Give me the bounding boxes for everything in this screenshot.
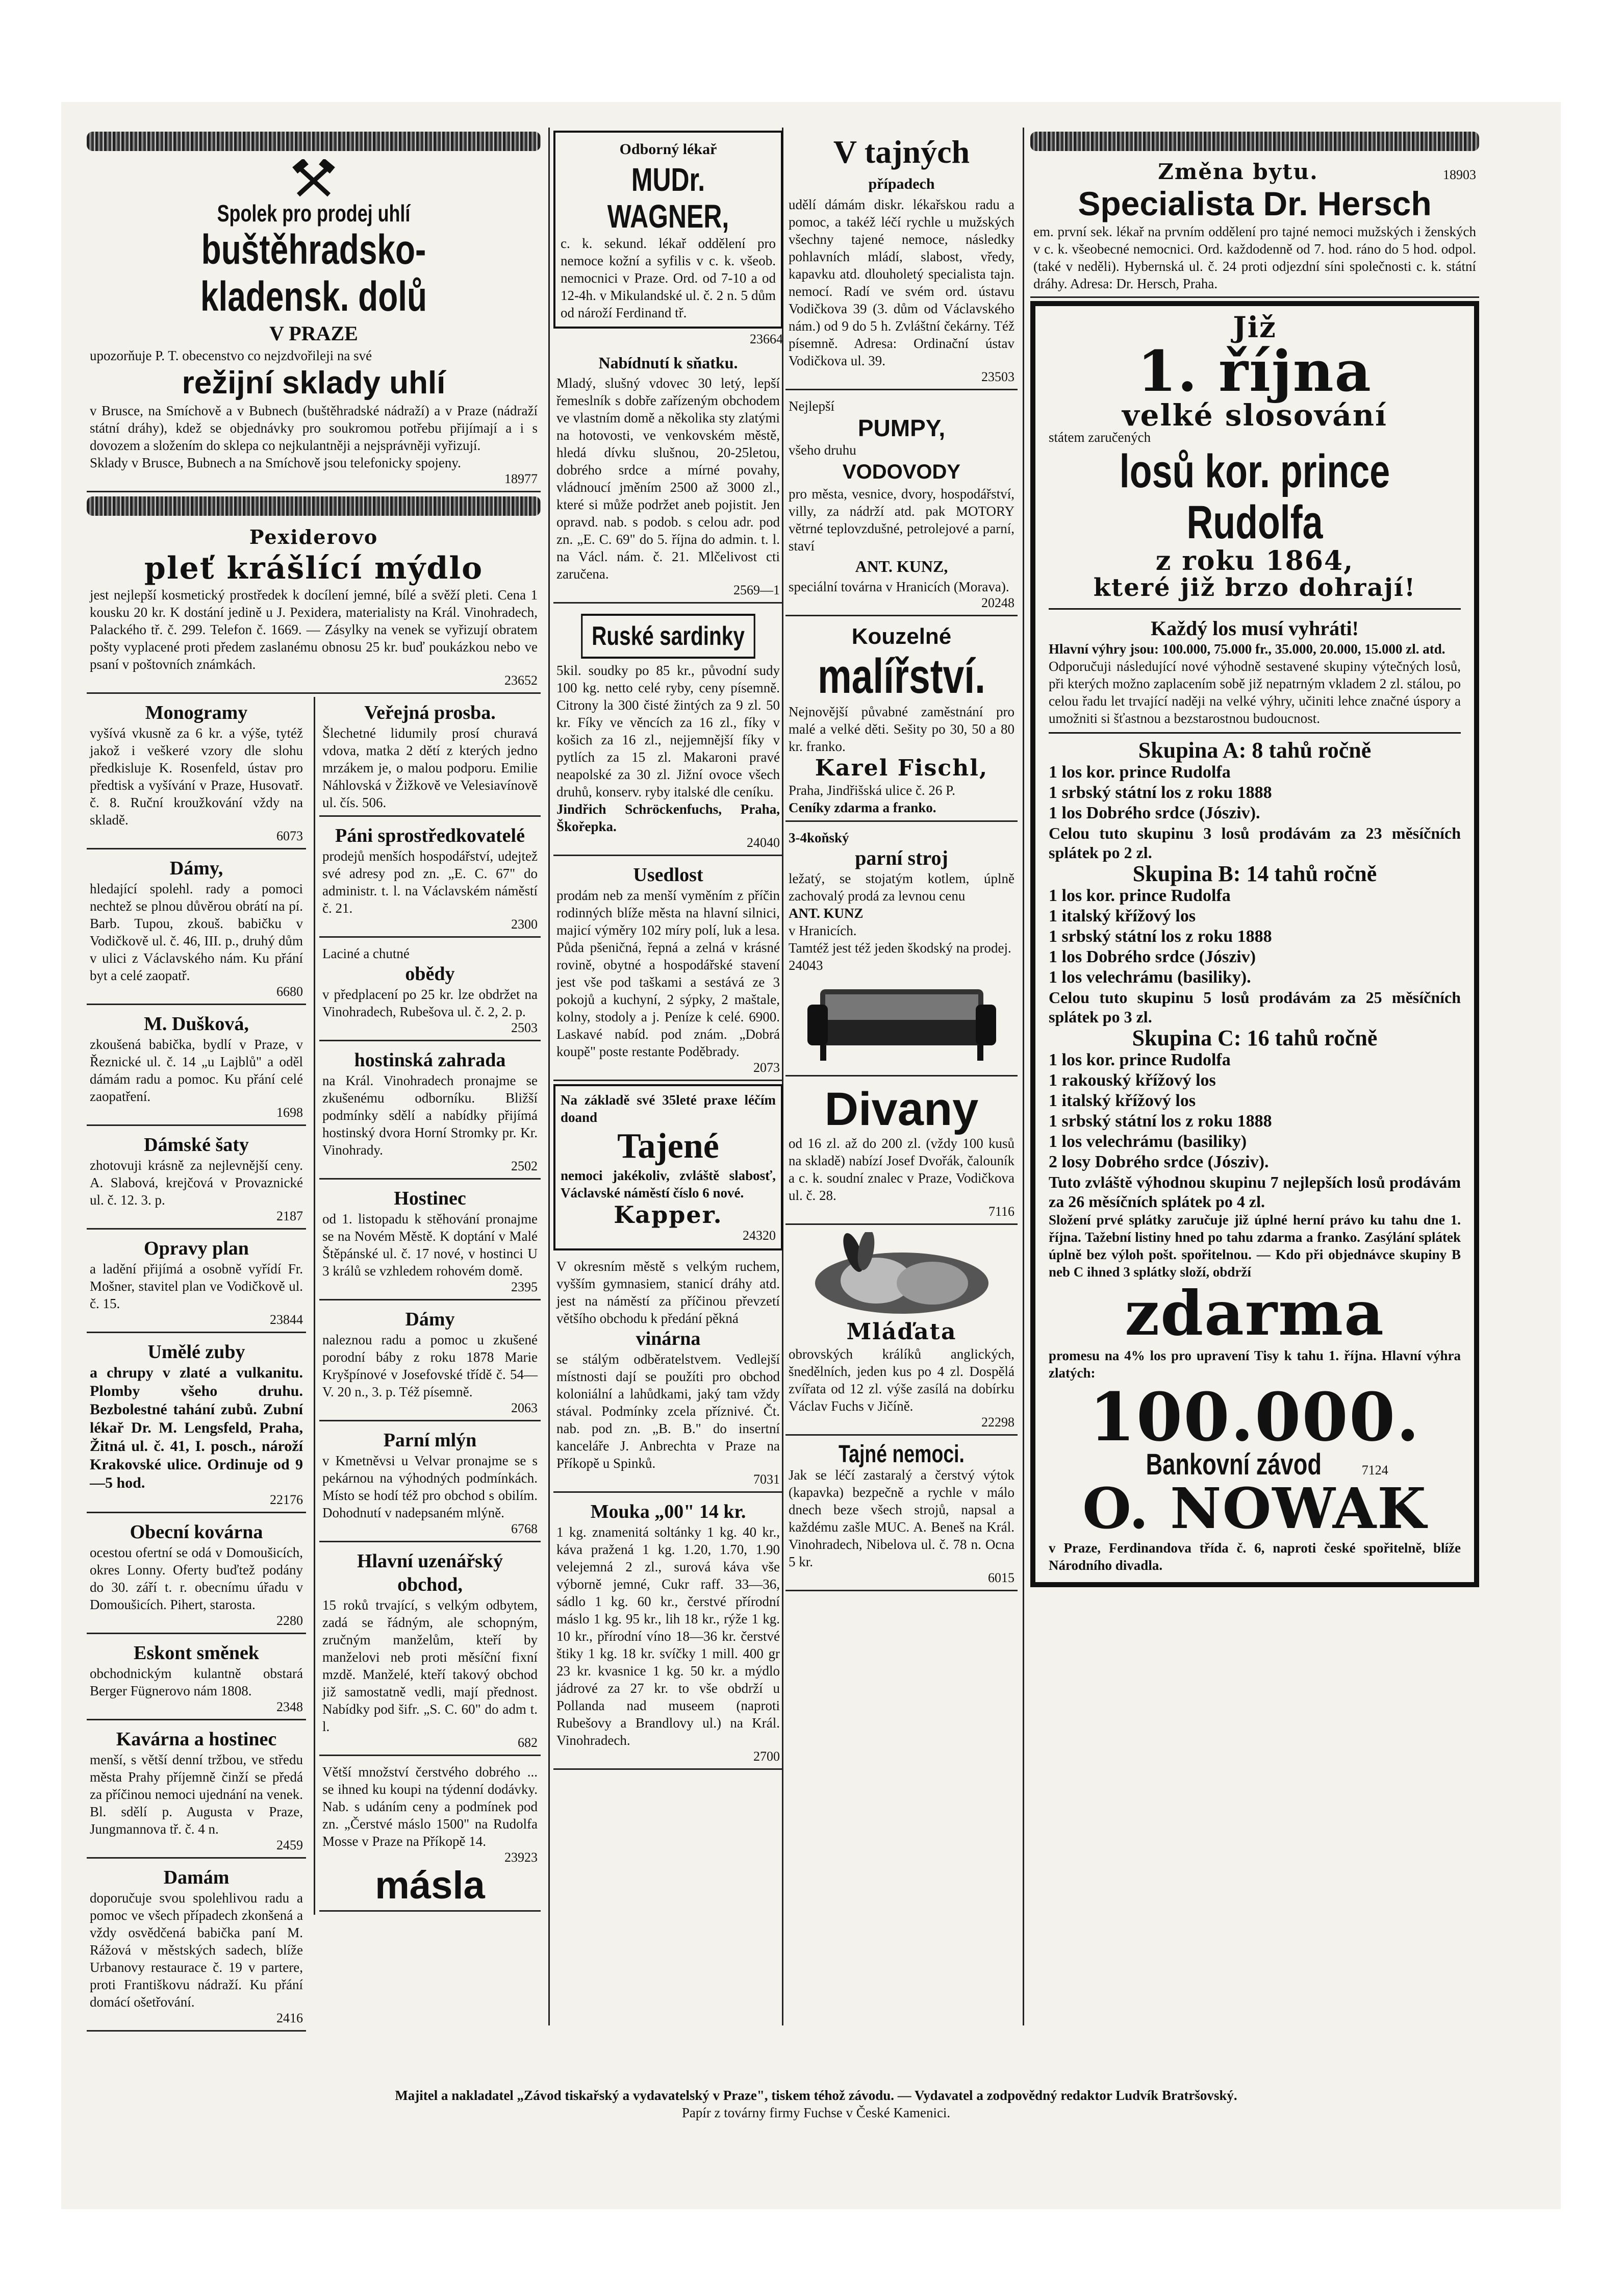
lot-item: 1 srbský státní los z roku 1888 [1049, 783, 1272, 802]
small-ad [319, 697, 541, 817]
lot-item: 1 srbský státní los z roku 1888 [1049, 1112, 1272, 1131]
ad-text: naleznou radu a pomoc u zkušené porodní báby z roku 1878 Marie Kryšpínové v Josefovské třídě č. 54—V. 20 n., 3. p. Též písemně. [322, 1332, 538, 1399]
ad-text: 5kil. soudky po 85 kr., původní sudy 100 kg. netto celé ryby, ceny písemně. Citrony la 300 čisté žintých za 9 zl. 50 kr. Fíky ve věncích za 16 zl., fíky v košich za 16 zl., nejjemnější fíky v pytlích za 15 zl. Makaroni pravé neapolské za 30 zl. Jižní ovoce všech druhů, konserv. ryby italské dle ceníku. [556, 663, 780, 799]
ad-mouka [553, 1496, 783, 1770]
ad-title: Damám [163, 1867, 230, 1888]
ad-title: Kapper. [614, 1201, 723, 1229]
ad-mladata [785, 1228, 1018, 1436]
ad-number: 1698 [276, 1105, 303, 1120]
ad-divany [785, 1080, 1018, 1225]
ad-number: 23844 [270, 1312, 303, 1327]
ad-text: Ceníky zdarma a franko. [789, 800, 936, 815]
ad-wagner [553, 131, 783, 329]
ad-text: em. první sek. lékař na prvním oddělení pro tajné nemoci mužských i ženských v c. k. všeobecné nemocnici. Ord. každodenně od 7. hod. ráno do 5 hod. odpol. (také v neděli). Hybernská ul. č. 24 proti odjezdní síni společnosti c. k. státní dráhy. Adresa: Dr. Hersch, Praha. [1033, 224, 1476, 291]
lot-item: 1 los Dobrého srdce (Jósziv). [1049, 804, 1260, 822]
ad-text: udělí dámám diskr. lékařskou radu a pomoc, a takéž léčí rychle u mužských všechny tajené nemoce, následky pohlavních mládí, slabost, vředy, kapavku atd. dlouholetý specialista tajn. nemocí. Radí ve svém ord. ústavu Vodičkova 39 (3. dům od Václavského nám.) od 9 do 5 h. Zvláštní čekárny. Též písemně. Adresa: Ordinační ústav Vodičkova ul. 39. [789, 197, 1014, 368]
small-ad [319, 1545, 541, 1756]
footer-paper: Papír z továrny firmy Fuchse v České Kamenici. [681, 2105, 951, 2120]
ad-number: 23652 [504, 673, 538, 688]
ad-text: Nejlepší [789, 398, 834, 414]
small-ad [319, 1183, 541, 1300]
ad-text: Jindřich Schröckenfuchs, Praha, Škořepka. [556, 802, 780, 834]
lot-item: 2 losy Dobrého srdce (Jósziv). [1049, 1153, 1269, 1171]
lot-item: 1 rakouský křížový los [1049, 1071, 1216, 1090]
ad-text: státem zaručených [1049, 430, 1151, 445]
footer-imprint: Majitel a nakladatel „Závod tiskařský a vydavatelský v Praze", tiskem téhož závodu. — Vydavatel a zodpovědný redaktor Ludvík Bratršovský. [395, 2088, 1237, 2103]
lot-group-note: Celou tuto skupinu 5 losů prodávám za 25 měsíčních splátek po 3 zl. [1049, 988, 1461, 1026]
ad-number: 6073 [276, 829, 303, 843]
ad-title: Dámy [405, 1309, 455, 1330]
lot-item: 1 italský křížový los [1049, 1091, 1196, 1110]
ad-number: 2502 [511, 1159, 538, 1173]
ad-number: 2280 [276, 1613, 303, 1628]
ad-headline: O. NOWAK [1082, 1475, 1427, 1541]
ad-text: jest nejlepší kosmetický prostředek k docílení jemné, bílé a svěží pleti. Cena 1 kousku 20 kr. K dostání jedině u J. Pexidera, materialisty na Král. Vinohradech, Palackého tř. č. 299. Telefon č. 1669. — Zásylky na venek se vyřizují obratem pošty vyplacené proti předem zaslanému obnosu 25 kr. buď poukázkou nebo ve psaní v poštovních známkách. [90, 587, 538, 672]
ad-title: Již [1233, 311, 1277, 344]
column-rule [548, 128, 550, 2025]
prize-amount: 100.000. [1089, 1378, 1420, 1456]
rabbit-illustration [805, 1232, 999, 1319]
ad-text: v Praze, Ferdinandova třída č. 6, naproti české spořitelně, blíže Národního divadla. [1049, 1540, 1461, 1573]
ad-number: 24320 [743, 1228, 776, 1243]
ad-headline: pleť krášlící mýdlo [144, 550, 484, 586]
ad-title: parní stroj [855, 846, 948, 869]
ad-usedlost [553, 859, 783, 1081]
ad-text: obchodnickým kulantně obstará Berger Fügnerovo nám 1808. [90, 1666, 303, 1698]
ad-number: 23923 [504, 1850, 538, 1865]
ad-title: Karel Fischl, [815, 755, 988, 781]
ad-title: Obecní kovárna [130, 1521, 263, 1543]
column-2 [553, 128, 783, 1773]
small-ad [87, 1637, 306, 1720]
ad-number: 6768 [511, 1521, 538, 1536]
ad-text: zkoušená babička, bydlí v Praze, v Řeznické ul. č. 14 „u Lajblů" a oděl dámám radu a pomoc. Ku přání celé zaopatření. [90, 1037, 303, 1104]
ad-number: 2459 [276, 1838, 303, 1853]
ad-headline: režijní sklady uhlí [182, 365, 446, 400]
ad-text: od 16 zl. až do 200 zl. (vždy 100 kusů na skladě) nabízí Josef Dvořák, čalouník a c. k. soudní znalec v Praze, Vodičkova ul. č. 28. [789, 1136, 1014, 1203]
ad-text: Praha, Jindřišská ulice č. 26 P. [789, 783, 955, 798]
ad-number: 24040 [747, 835, 780, 850]
small-ad [319, 1044, 541, 1180]
ad-title: Mouka „00" 14 kr. [590, 1501, 746, 1522]
lot-item: 1 los kor. prince Rudolfa [1049, 1050, 1231, 1069]
ad-number: 22298 [981, 1415, 1014, 1430]
ad-headline: V tajných [833, 134, 970, 170]
ad-text: Na základě své 35leté praxe léčím doand [561, 1092, 776, 1125]
column-1-small-ads [87, 697, 306, 2035]
small-ad [87, 1723, 306, 1859]
ad-text: všeho druhu [789, 442, 856, 458]
lot-item: 1 los velechrámu (basiliky). [1049, 968, 1251, 987]
ad-text: pro města, vesnice, dvory, hospodářství, villy, za nádrží atd. pak MOTORY větrné teplovzdušné, petrolejové a parní, staví [789, 486, 1014, 554]
ad-text: od 1. listopadu k stěhování pronajme se na Novém Městě. K doptání v Malé Štěpánské ul. č. 17 nové, v hostinci U 3 králů se vzhledem rohovém domě. [322, 1211, 538, 1279]
small-ad [87, 697, 306, 849]
ad-number: 2300 [511, 917, 538, 932]
ad-number: 22176 [270, 1492, 303, 1507]
lot-item: 1 italský křížový los [1049, 907, 1196, 925]
ad-title: Mláďata [846, 1319, 957, 1345]
small-ad [87, 1862, 306, 2032]
ad-number: 20248 [981, 595, 1014, 610]
ad-text: Složení prvé splátky zaručuje již úplné herní právo ku tahu dne 1. října. Tažební listiny hned po tahu zdarma a franko. Zasýlání splátek úplně bez výloh pošt. spořitelnou. — Kdo při objednávce skupiny B neb C ihned 3 splátky složí, obdrží [1049, 1212, 1461, 1280]
ad-headline: Ruské sardinky [581, 614, 755, 659]
ad-number: 2348 [276, 1699, 303, 1714]
ad-spolek [87, 155, 541, 492]
ad-text: 1 kg. znamenitá soltánky 1 kg. 40 kr., káva pražená 1 kg. 1.20, 1.70, 1.90 velejemná 2 zl., surová káva vše výborně jemné, Cukr raff. 33—36, sádlo 1 kg. 60 kr., čerstvé přírodní máslo 1 kg. 95 kr., lih 18 kr., rýže 1 kg. 10 kr., přírodní víno 18—36 kr. čerstvé štiky 1 kg. 18 kr. svíčky 1 mill. 400 gr 23 kr. kvasnice 1 kg. 50 kr. a mýdlo jádrové za 27 kr. to vše obdrží u Pollanda nad museem (naproti Rubešovy a Brandlovy ul.) na Král. Vinohradech. [556, 1524, 780, 1748]
ad-text: Šlechetné lidumily prosí churavá vdova, matka 2 dětí z kterých jedno mrzákem je, o malou podporu. Emilie Náhlovská v Žižkově ve Velesiavínově ul. čís. 506. [322, 725, 538, 810]
small-ad [87, 1129, 306, 1230]
ad-number: 2063 [511, 1400, 538, 1415]
ad-title: M. Dušková, [144, 1013, 249, 1035]
ad-title: Páni sprostředkovatelé [335, 825, 525, 846]
ad-nowak [1030, 301, 1479, 1587]
ad-text: Mladý, slušný vdovec 30 letý, lepší řemeslník s dobře zařízeným obchodem ve vlastním domě a několika sty zlatými na hotovosti, ve venkovském městě, hledá dívku slušnou, 20-25letou, dobrého srdce a mírné povahy, vládnoucí jměním 2500 až 3000 zl., které si může podržet aneb pojistit. Jen opravd. nab. s podob. s celou adr. pod zn. „E. C. 69" do 5. října do admin. t. l. na Václ. nám. č. 21. Mlčelivost cti zaručena. [556, 376, 780, 582]
ad-number: 7031 [753, 1472, 780, 1487]
lot-item: 1 los kor. prince Rudolfa [1049, 763, 1231, 782]
ad-text: 15 roků trvající, s velkým odbytem, zadá se řádným, ale schopným, zručným manželům, kteří by manželovi neb proti měsíční fixní mzdě. Manželé, kteří takový obchod již samostatně vedli, mají přednost. Nabídky pod šifr. „S. C. 60" do adm t. l. [322, 1597, 538, 1734]
ad-text: menší, s větší denní tržbou, ve středu města Prahy příjemně činží se předá za příčinou nemoci ujednání na venek. Bl. sdělí p. Augusta v Praze, Jungmannova tř. č. 4 n. [90, 1752, 303, 1837]
ad-stroj [785, 825, 1018, 1077]
ad-title: Bankovní závod [1146, 1448, 1322, 1481]
ad-title: Veřejná prosba. [364, 702, 496, 723]
column-rule [1023, 128, 1024, 2025]
ad-hersch [1030, 155, 1479, 298]
ad-text: ocestou ofertní se odá v Domoušicích, okres Lonny. Oferty buďtež podány do 30. září t. r. obecnímu úřadu v Domoušicích. Pihert, starosta. [90, 1545, 303, 1612]
small-ad [319, 820, 541, 938]
ad-text: hledající spolehl. rady a pomoci nechtež se plnou důvěrou obrátí na pí. Barb. Tupou, zkouš. babičku v Vodičkově ul. č. 46, III. p., druhý dům v ulici z Václavského nám. Ku přání byt a celé zaopatř. [90, 881, 303, 983]
column-1b-small-ads [314, 697, 541, 1915]
lot-group-title: Skupina B: 14 tahů ročně [1132, 861, 1377, 886]
small-ad [87, 1516, 306, 1634]
ad-text: c. k. sekund. lékař oddělení pro nemoce kožní a syfilis v c. k. všeob. nemocnici v Praze. Ord. od 7-10 a od 12-4h. v Mikulandské ul. č. 2 n. 5 dům od nároží Ferdinand tř. [561, 236, 776, 320]
ad-title: Hlavní uzenářský obchod, [357, 1550, 503, 1595]
ad-text: ležatý, se stojatým kotlem, úplně zachovalý prodá za levnou cenu [789, 871, 1014, 904]
ad-number: 2700 [753, 1749, 780, 1764]
ad-number: 2395 [511, 1280, 538, 1294]
small-ad [319, 1424, 541, 1542]
ad-text: Tamtéž jest též jeden škodský na prodej. [789, 940, 1011, 956]
page-footer [153, 2087, 1479, 2121]
ad-headline: Tajené [617, 1127, 719, 1166]
hammers-icon [291, 159, 337, 200]
small-ad [87, 1336, 306, 1513]
ad-text: prodám neb za menší vyměním z příčin rodinných blíže města na hlavní silnici, majicí výměry 102 míry polí, luk a lesa. Půda pšeničná, řepná a zelná v krásné rovině, obytné a hospodářské stavení jest vše pod taškami a sestává ze 3 pokojů a kuchyní, 2 sýpky, 2 maštale, kolny, stodoly a j. Peníze k celé. 6900. Laskavé nabíd. pod znám. „Dobrá koupě" poste restante Poděbrady. [556, 888, 780, 1059]
ad-title: Monogramy [145, 702, 248, 723]
ad-text: se stálým odběratelstvem. Vedlejší místnosti dají se použíti pro obchod koloniální a lahůdkami, jaký tam vždy stával. Podmínky zcela příznivé. Čt. nab. pod zn. „B. B." do insertní kanceláře J. Anbrechta v Praze na Příkopě u Spinků. [556, 1351, 780, 1471]
ad-headline: Specialista Dr. Hersch [1078, 185, 1432, 222]
ad-title: Hostinec [394, 1188, 466, 1209]
ad-title: Tajné nemoci. [839, 1441, 965, 1468]
sofa-illustration [805, 974, 999, 1071]
ad-text: v Brusce, na Smíchově a v Bubnech (buštěhradské nádraží) a v Praze (nádraží státní dráhy), kdež se objednávky pro soukromou potřebu přijímají a i s dovozem a složením do sklepa co nejkulantněji a nejsprávněji vyřizují. [90, 403, 538, 453]
ad-nemoci [785, 1439, 1018, 1591]
ad-number: 2569—1 [733, 583, 780, 597]
ad-pumpy [785, 393, 1018, 616]
ad-title: hostinská zahrada [354, 1049, 506, 1071]
small-ad [319, 1304, 541, 1421]
ad-text: promesu na 4% los pro upravení Tisy k tahu 1. října. Hlavní výhra zlatých: [1049, 1348, 1461, 1381]
ad-text: V okresním městě s velkým ruchem, vyšším gymnasiem, stanicí dráhy atd. jest na náměstí za příčinou převzetí většího obchodu k předání pěkná [556, 1259, 780, 1326]
ad-text: Jak se léčí zastaralý a čerstvý výtok (kapavka) bezpečně a rychle v málo dnech beze všech strojů, napsal a každému zašle MUC. A. Beneš na Král. Vinohradech, Nibelova ul. č. 78 n. Ocna 5 kr. [789, 1467, 1014, 1569]
ad-sardinky [553, 607, 783, 856]
column-1 [87, 128, 541, 2035]
ad-title: Opravy plan [144, 1238, 249, 1259]
ad-text: Odporučuji následující nové výhodně sestavené skupiny výtečných losů, při kterých možno zaplacením sobě již nepatrným vkladem 2 zl. stálou, po celou řadu let trvající naději na velké výhry, učiniti lehce značné úspory a umožniti si šťastnou a bezstarostnou budoucnost. [1049, 659, 1461, 726]
ad-title: Eskont směnek [134, 1642, 259, 1664]
ad-subtitle: případech [868, 176, 935, 192]
ad-title: Kouzelné [851, 624, 952, 649]
small-ad [87, 1233, 306, 1333]
ad-number: 7116 [988, 1204, 1014, 1219]
ad-title: obědy [405, 963, 455, 985]
column-4 [1030, 128, 1479, 1590]
ad-title: Parní mlýn [383, 1430, 477, 1451]
lot-item: 1 los velechrámu (basiliky) [1049, 1132, 1247, 1151]
lot-group-note: Tuto zvláště výhodnou skupinu 7 nejlepších losů prodávám za 26 měsíčních splátek po 4 zl. [1049, 1173, 1461, 1211]
ad-title: Spolek pro prodej uhlí [217, 200, 411, 227]
ad-headline: másla [375, 1864, 485, 1907]
ad-title: Umělé zuby [147, 1341, 245, 1363]
ad-title: velké slosování [1122, 398, 1388, 433]
column-3 [785, 128, 1018, 1594]
ad-number: 2187 [276, 1209, 303, 1223]
ad-headline: 1. října [1137, 338, 1372, 404]
ad-title: vinárna [636, 1328, 701, 1349]
ad-text: prodejů menších hospodářství, udejtež své adresy pod zn. „E. C. 67" do administr. t. l. na Václavském náměstí č. 21. [322, 848, 538, 916]
ad-number: 24043 [789, 958, 823, 973]
lot-item: 1 srbský státní los z roku 1888 [1049, 927, 1272, 946]
lot-group-title: Skupina A: 8 tahů ročně [1138, 738, 1372, 763]
ad-number: 682 [518, 1735, 538, 1750]
ad-text: v předplacení po 25 kr. lze obdržet na Vinohradech, Rubešova ul. č. 2, 2. p. [322, 987, 538, 1019]
ad-text: zhotovuji krásně za nejlevnější ceny. A. Slabová, krejčová v Provaznické ul. č. 12. 3. p. [90, 1158, 303, 1208]
ad-text: doporučuje svou spolehlivou radu a pomoc ve všech případech zkonšená a vždy osvědčená babička paní M. Rážová v městských sadech, blíže Urbanovy restaurace č. 19 v partere, proti Františkovu nádraží. Ku přání domácí ošetřování. [90, 1890, 303, 2010]
ad-number: 7124 [1361, 1463, 1388, 1478]
ad-text: upozorňuje P. T. obecenstvo co nejzdvořileji na své [90, 348, 372, 363]
ad-text: Laciné a chutné [322, 946, 410, 961]
ad-tajnych [785, 128, 1018, 390]
ad-title: Nabídnutí k sňatku. [598, 354, 738, 372]
ad-text: ANT. KUNZ [789, 906, 864, 921]
lot-group-note: Celou tuto skupinu 3 losů prodávám za 23 měsíčních splátek po 2 zl. [1049, 824, 1461, 862]
ad-text: nemoci jakékoliv, zvláště slabosť, Václavské náměstí číslo 6 nové. [561, 1168, 776, 1200]
ad-number: 23664 [750, 332, 783, 346]
ornament-bar [87, 496, 541, 516]
small-ad [87, 853, 306, 1005]
ad-title: které již brzo dohrají! [1093, 573, 1416, 602]
ornament-bar [87, 132, 541, 151]
ad-text: v Hranicích. [789, 923, 857, 938]
ornament-bar [1030, 132, 1479, 151]
ad-headline: losů kor. prince Rudolfa [1119, 445, 1390, 548]
ad-pexider [87, 520, 541, 694]
ad-text: v Kmetněvsi u Velvar pronajme se s pekárnou na výhodných podmínkách. Místo se hodí též pro obchod s obilím. Dohodnutí v nadepsaném mlýně. [322, 1453, 538, 1520]
ad-number: 6680 [276, 984, 303, 999]
ad-text: 3-4koňský [789, 830, 849, 845]
ad-title: buštěhradsko-kladensk. dolů [200, 227, 427, 320]
ad-number: 2416 [276, 2011, 303, 2025]
ad-number: 18977 [504, 471, 538, 486]
ad-headline: malířství. [818, 649, 985, 704]
ad-number: 18903 [1443, 167, 1476, 182]
ad-headline: zdarma [1125, 1278, 1385, 1349]
small-ad [87, 1008, 306, 1126]
ad-text: Sklady v Brusce, Bubnech a na Smíchově jsou telefonicky spojeny. [90, 455, 461, 470]
ad-title: z roku 1864, [1155, 545, 1354, 577]
ad-snatek [553, 347, 783, 604]
lot-item: 1 los Dobrého srdce (Jósziv) [1049, 947, 1256, 966]
ad-text: Nejnovější půvabné zaměstnání pro malé a velké děti. Sešity po 30, 50 a 80 kr. franko. [789, 704, 1014, 754]
ad-title: Změna bytu. [1158, 159, 1318, 184]
ad-malirstvi [785, 619, 1018, 822]
ad-text: Větší množství čerstvého dobrého ... se ihned ku koupi na týdenní dodávky. Nab. s udáním ceny a podmínek pod zn. „Čerstvé máslo 1500" na Rudolfa Mosse v Praze na Příkopě 14. [322, 1764, 538, 1849]
ad-title: VODOVODY [842, 461, 961, 483]
ad-title: Odborný lékař [619, 141, 717, 158]
lot-group-title: Skupina C: 16 tahů ročně [1132, 1025, 1378, 1050]
ad-text: Hlavní výhry jsou: 100.000, 75.000 fr., 35.000, 20.000, 15.000 zl. atd. [1049, 641, 1445, 657]
ad-title: Dámy, [169, 858, 223, 879]
ad-number: 23503 [981, 369, 1014, 384]
ad-vinarna [553, 1254, 783, 1493]
ad-subtitle: V PRAZE [269, 322, 358, 345]
small-ad [319, 1759, 541, 1912]
ad-text: speciální továrna v Hranicích (Morava). [789, 579, 1009, 594]
ad-text: na Král. Vinohradech pronajme se zkušenému odborníku. Bližší podmínky sdělí a nabídky přijímá hostinský dvora Horní Stromky pr. Kr. Vinohrady. [322, 1073, 538, 1158]
ad-title: Dámské šaty [144, 1134, 249, 1156]
ad-text: a ladění přijímá a osobně vyřídí Fr. Mošner, stavitel plan ve Vodičkově ul. č. 15. [90, 1261, 303, 1311]
lot-item: 1 los kor. prince Rudolfa [1049, 886, 1231, 905]
ad-text: obrovských králíků anglických, šnedělních, jeden kus po 4 zl. Dospělá zvířata od 12 zl. výše zasílá na dobírku Václav Fuchs v Jičíně. [789, 1346, 1014, 1414]
ad-text: a chrupy v zlaté a vulkanitu. Plomby všeho druhu. Bezbolestné tahání zubů. Zubní lékař Dr. M. Lengsfeld, Praha, Žitná ul. č. 41, I. posch., nároží Krakovské ulice. Ordinuje od 9—5 hod. [90, 1364, 303, 1491]
ad-headline: MUDr. WAGNER, [607, 161, 729, 235]
ad-number: 6015 [988, 1570, 1014, 1585]
ad-title: ANT. KUNZ, [855, 557, 948, 575]
ad-headline: Divany [824, 1083, 979, 1135]
ad-number: 2073 [753, 1060, 780, 1075]
ad-title: Každý los musí vyhráti! [1151, 617, 1359, 640]
small-ad [319, 941, 541, 1041]
ad-headline: PUMPY, [857, 415, 946, 441]
ad-title: Usedlost [633, 864, 703, 886]
ad-text: vyšívá vkusně za 6 kr. a výše, tytéž jakož i veškeré vzory dle slohu předkisluje K. Rosenfeld, ústav pro předtisk a vyšívání v Praze, Husovatř. č. 8. Ruční kroužkování vždy na skladě. [90, 725, 303, 828]
ad-tajene [553, 1084, 783, 1250]
ad-title: Kavárna a hostinec [116, 1729, 277, 1750]
ad-number: 2503 [511, 1020, 538, 1035]
ad-title: Pexiderovo [249, 525, 378, 548]
